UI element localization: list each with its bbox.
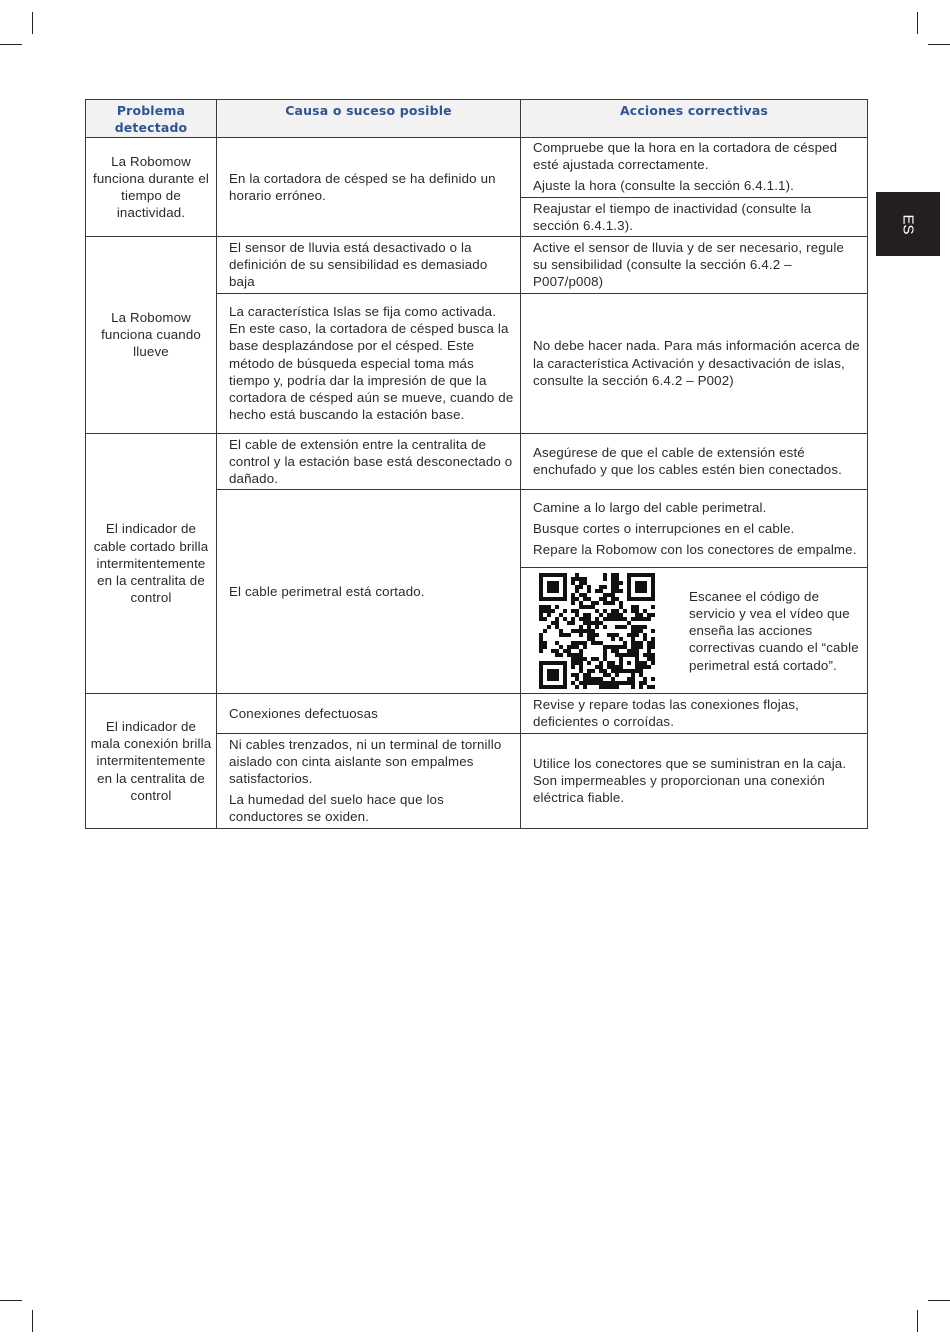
problem-cell: El indicador de cable cortado brilla intermitentemente en la centralita de control [86, 433, 217, 694]
table-header-row [86, 100, 868, 138]
qr-block [539, 573, 861, 689]
action-cell: Revise y repare todas las conexiones flojas, deficientes o corroídas. [521, 694, 868, 733]
qr-code-icon[interactable] [539, 573, 655, 689]
action-text: Ajuste la hora (consulte la sección 6.4.1.1). [533, 178, 795, 194]
cause-cell: La característica Islas se fija como activada. En este caso, la cortadora de césped busca la base desplazándose por el césped. Este método de búsqueda especial toma más tiempo y, podría dar la impresión de que la cortadora de césped aún se mueve, cuando de hecho está buscando la estación base. [217, 293, 521, 433]
cause-text: Ni cables trenzados, ni un terminal de tornillo aislado con cinta aislante son empalmes satisfactorios. [229, 736, 502, 787]
action-cell [521, 490, 868, 568]
crop-mark [32, 1310, 33, 1332]
action-text: Camine a lo largo del cable perimetral. [533, 499, 767, 515]
language-tab-label: ES [899, 213, 917, 235]
crop-mark [928, 44, 950, 45]
qr-cell [521, 568, 868, 694]
cause-cell [217, 733, 521, 828]
header-actions: Acciones correctivas [521, 100, 868, 138]
action-cell [521, 138, 868, 198]
action-cell: Asegúrese de que el cable de extensión esté enchufado y que los cables estén bien conectados. [521, 433, 868, 490]
crop-mark [917, 12, 918, 34]
cause-text: La humedad del suelo hace que los conductores se oxiden. [229, 792, 444, 825]
action-text: Compruebe que la hora en la cortadora de césped esté ajustada correctamente. [533, 140, 838, 173]
action-cell: No debe hacer nada. Para más información acerca de la característica Activación y desactivación de islas, consulte la sección 6.4.2 – P002) [521, 293, 868, 433]
cause-cell: En la cortadora de césped se ha definido un horario erróneo. [217, 138, 521, 237]
cause-cell: Conexiones defectuosas [217, 694, 521, 733]
crop-mark [917, 1310, 918, 1332]
language-tab [876, 192, 940, 256]
action-cell: Reajustar el tiempo de inactividad (consulte la sección 6.4.1.3). [521, 197, 868, 236]
header-cause: Causa o suceso posible [217, 100, 521, 138]
table-row [86, 433, 868, 490]
cause-cell: El cable de extensión entre la centralita de control y la estación base está desconectado o dañado. [217, 433, 521, 490]
table-row [86, 237, 868, 294]
crop-mark [0, 44, 22, 45]
action-cell: Utilice los conectores que se suministran en la caja. Son impermeables y proporcionan una conexión eléctrica fiable. [521, 733, 868, 828]
action-text: Busque cortes o interrupciones en el cable. [533, 521, 795, 537]
table-row [86, 138, 868, 198]
header-problem: Problema detectado [86, 100, 217, 138]
cause-cell: El sensor de lluvia está desactivado o la definición de su sensibilidad es demasiado baja [217, 237, 521, 294]
crop-mark [0, 1300, 22, 1301]
problem-cell: El indicador de mala conexión brilla intermitentemente en la centralita de control [86, 694, 217, 828]
action-cell: Active el sensor de lluvia y de ser necesario, regule su sensibilidad (consulte la sección 6.4.2 – P007/p008) [521, 237, 868, 294]
crop-mark [32, 12, 33, 34]
crop-mark [928, 1300, 950, 1301]
problem-cell: La Robomow funciona cuando llueve [86, 237, 217, 434]
troubleshooting-table [85, 99, 868, 829]
action-text: Repare la Robomow con los conectores de empalme. [533, 542, 857, 558]
table-row [86, 694, 868, 733]
cause-cell: El cable perimetral está cortado. [217, 490, 521, 694]
qr-instructions: Escanee el código de servicio y vea el vídeo que enseña las acciones correctivas cuando el “cable perimetral está cortado”. [689, 588, 859, 673]
problem-cell: La Robomow funciona durante el tiempo de inactividad. [86, 138, 217, 237]
